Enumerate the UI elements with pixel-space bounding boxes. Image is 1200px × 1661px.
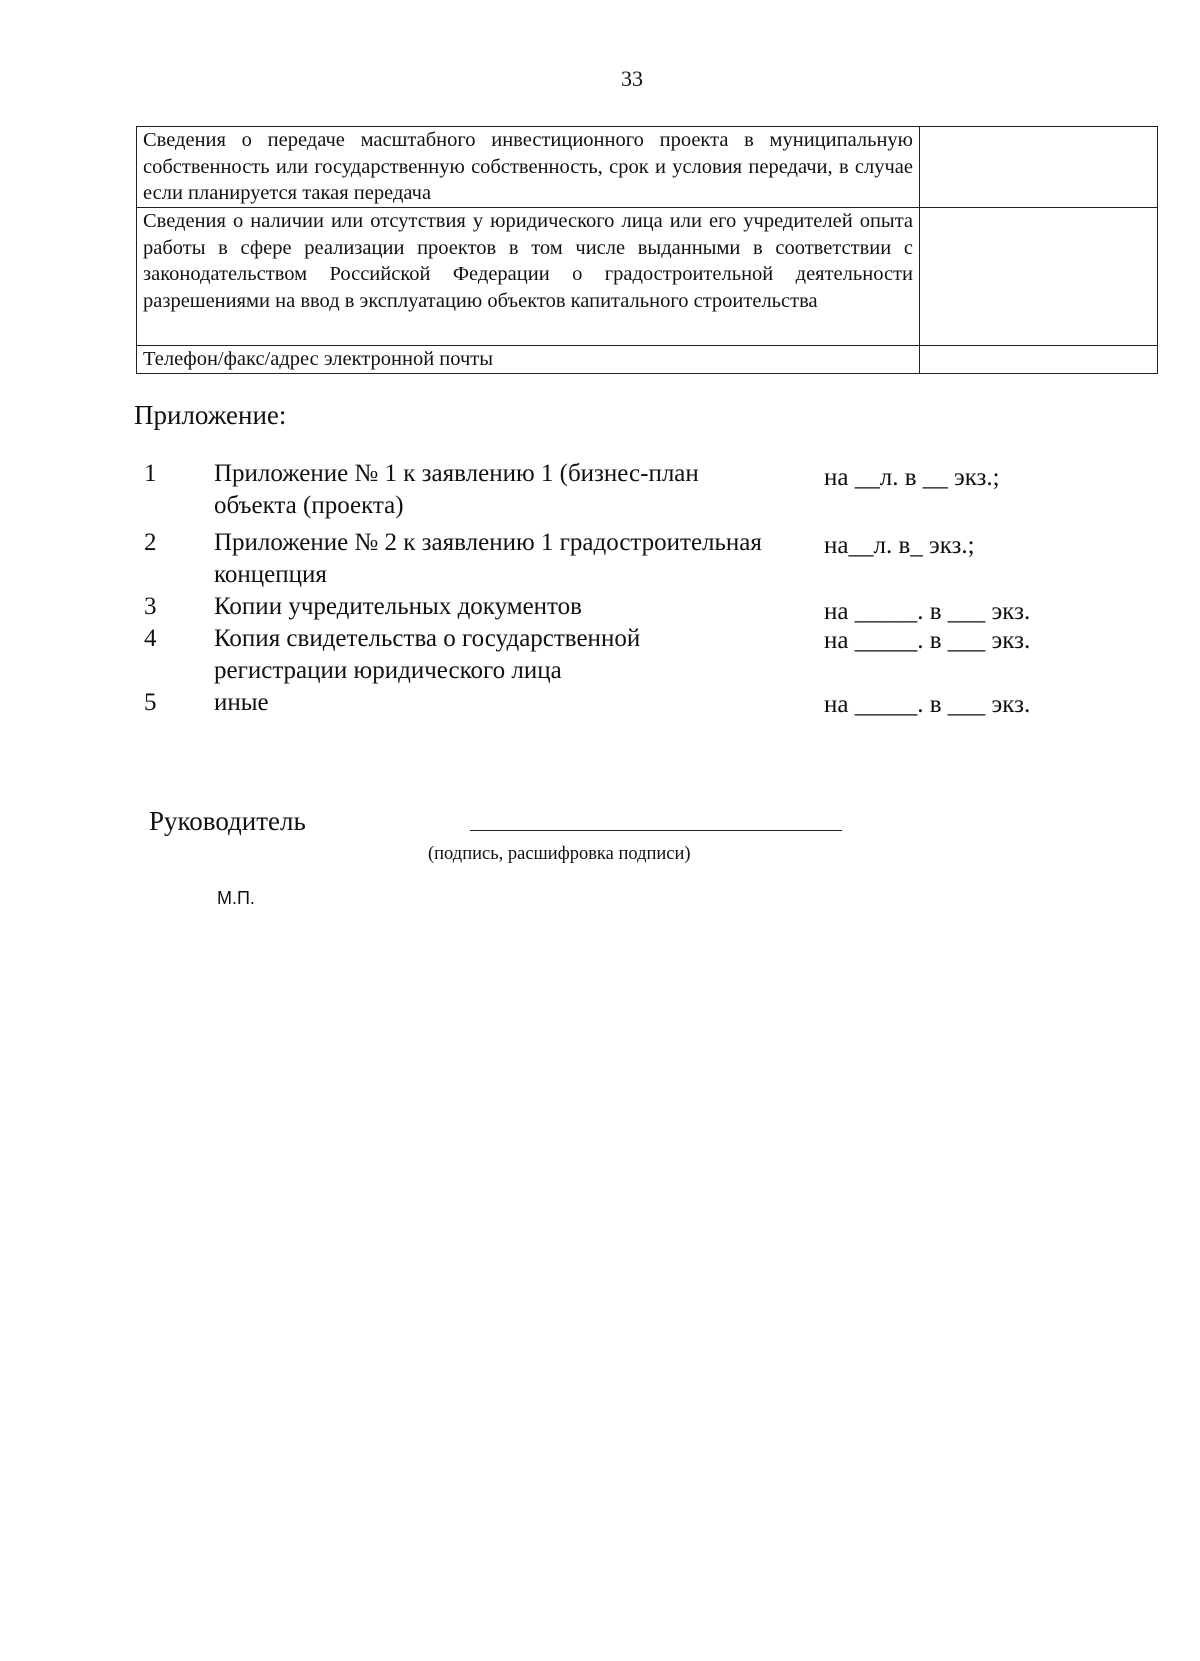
list-item-text: иные	[214, 689, 269, 716]
table-row-value[interactable]	[920, 346, 1158, 374]
list-item-number: 3	[144, 593, 157, 620]
appendix-list	[144, 458, 1064, 719]
signature-caption: (подпись, расшифровка подписи)	[428, 844, 691, 864]
list-item-number: 1	[144, 460, 157, 487]
list-item-text: Копия свидетельства о государственной регистрации юридического лица	[214, 625, 641, 684]
signature-label: Руководитель	[149, 806, 306, 836]
list-item	[144, 623, 1064, 687]
list-item-number: 5	[144, 689, 157, 716]
table-row-value[interactable]	[920, 208, 1158, 346]
info-table	[136, 126, 1158, 374]
list-item-copies: на _____. в ___ экз.	[824, 691, 1031, 718]
list-item-text: Приложение № 2 к заявлению 1 градостроительная концепция	[214, 529, 762, 588]
stamp-place-label: М.П.	[217, 888, 255, 908]
list-item	[144, 591, 1064, 623]
table-row	[137, 208, 1158, 346]
list-item-copies: на __л. в __ экз.;	[824, 464, 1000, 491]
table-row-value[interactable]	[920, 127, 1158, 208]
table-row	[137, 127, 1158, 208]
list-item	[144, 527, 1064, 591]
page-number: 33	[621, 66, 643, 91]
appendix-title: Приложение:	[134, 400, 287, 430]
list-item	[144, 458, 1064, 522]
list-item-copies: на _____. в ___ экз.	[824, 598, 1031, 625]
list-item-text: Копии учредительных документов	[214, 593, 582, 620]
list-item-text: Приложение № 1 к заявлению 1 (бизнес-план объекта (проекта)	[214, 460, 699, 519]
table-row-label: Сведения о передаче масштабного инвестиционного проекта в муниципальную собственность или государственную собственность, срок и условия передачи, в случае если планируется такая передача	[137, 127, 920, 208]
table-row-label: Сведения о наличии или отсутствия у юридического лица или его учредителей опыта работы в сфере реализации проектов в том числе выданными в соответствии с законодательством Российской Федерации о градостроительной деятельности разрешениями на ввод в эксплуатацию объектов капитального строительства	[137, 208, 920, 346]
signature-line[interactable]	[470, 830, 842, 831]
table-row-label: Телефон/факс/адрес электронной почты	[137, 346, 920, 374]
list-item	[144, 687, 1064, 719]
list-item-copies: на__л. в_ экз.;	[824, 532, 975, 559]
list-item-number: 2	[144, 529, 157, 556]
list-item-copies: на _____. в ___ экз.	[824, 627, 1031, 654]
table-row	[137, 346, 1158, 374]
list-item-number: 4	[144, 625, 157, 652]
